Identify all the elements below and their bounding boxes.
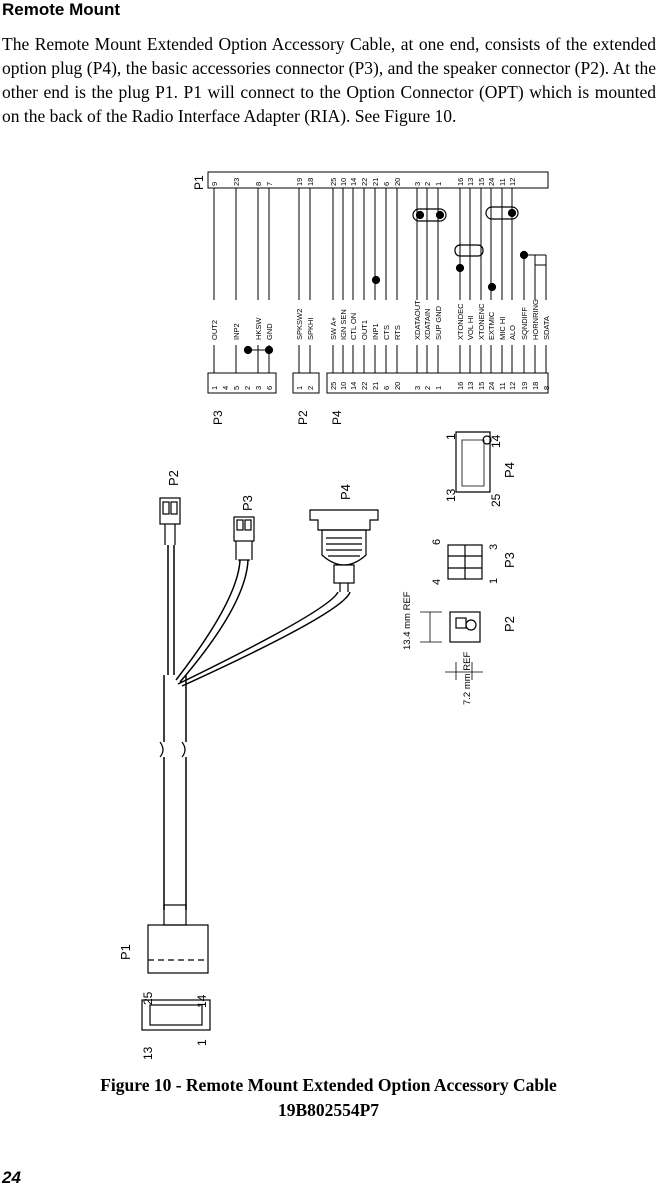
p4-pin-number: 18 bbox=[531, 381, 540, 390]
p4-pin-number: 11 bbox=[498, 382, 507, 390]
p4-face bbox=[456, 432, 490, 492]
p1-pin-number: 11 bbox=[498, 178, 507, 186]
p4-pin-number: 6 bbox=[382, 385, 391, 390]
p4-view-label: P4 bbox=[502, 462, 517, 478]
signal-label: SW A+ bbox=[329, 316, 338, 340]
wiring-p2-label: P2 bbox=[296, 410, 310, 425]
p4-pin-number: 16 bbox=[456, 381, 465, 390]
cable-p3-label: P3 bbox=[240, 495, 255, 511]
p1-pin-number: 23 bbox=[232, 177, 241, 186]
junction-dot bbox=[521, 252, 528, 259]
junction-dot bbox=[373, 277, 380, 284]
signal-label: CTS bbox=[382, 325, 391, 340]
p4-pin-number: 15 bbox=[477, 381, 486, 390]
signal-label: VOL HI bbox=[466, 315, 475, 340]
p3-view-pin1: 1 bbox=[488, 577, 500, 584]
p1-pin-number: 20 bbox=[393, 177, 402, 186]
p2-view-label: P2 bbox=[502, 616, 517, 632]
p2-pin-number: 1 bbox=[295, 385, 304, 390]
p1-pin-number: 16 bbox=[456, 177, 465, 186]
p1-view-pin14: 14 bbox=[195, 994, 209, 1008]
p3-pin-number: 1 bbox=[210, 385, 219, 390]
figure-caption: Figure 10 - Remote Mount Extended Option Accessory Cable bbox=[100, 1075, 557, 1095]
signal-label: INP1 bbox=[371, 323, 380, 340]
cable-p2-label: P2 bbox=[166, 470, 181, 486]
wiring-diagram bbox=[192, 172, 551, 425]
signal-label: SPKHI bbox=[306, 317, 315, 340]
p1-pin-number: 10 bbox=[339, 177, 348, 186]
p1-pin-number: 24 bbox=[487, 177, 496, 186]
p3-view-pin4: 4 bbox=[431, 578, 443, 585]
p4-pin-number: 10 bbox=[339, 381, 348, 390]
signal-label: HORNRING bbox=[531, 299, 540, 340]
figure-part-number: 19B802554P7 bbox=[277, 1100, 380, 1120]
p4-pin-number: 20 bbox=[393, 381, 402, 390]
junction-dot bbox=[266, 347, 273, 354]
signal-label: EXTMIC bbox=[487, 311, 496, 340]
p1-view-pin1: 1 bbox=[195, 1039, 209, 1046]
p3-view-label: P3 bbox=[502, 552, 517, 568]
signal-label: XDATAOUT bbox=[413, 300, 422, 340]
signal-label: GND bbox=[265, 323, 274, 340]
cable-p4-label: P4 bbox=[338, 484, 353, 500]
signal-label: CTL ON bbox=[349, 312, 358, 340]
p4-pin-number: 8 bbox=[542, 385, 551, 390]
junction-dot bbox=[457, 265, 464, 272]
signal-label: OUT1 bbox=[360, 319, 369, 340]
cable-assembly bbox=[118, 470, 378, 973]
signal-label: XTONENC bbox=[477, 303, 486, 340]
signal-label: INP2 bbox=[232, 323, 241, 340]
signal-label: HKSW bbox=[254, 317, 263, 340]
p4-pin-number: 19 bbox=[520, 381, 529, 390]
signal-label: ALO bbox=[508, 324, 517, 340]
p4-pin-number: 2 bbox=[423, 385, 432, 390]
junction-dot bbox=[437, 212, 444, 219]
p4-pin-number: 14 bbox=[349, 381, 358, 390]
p4-plug bbox=[310, 510, 378, 530]
p4-pin-number: 25 bbox=[329, 381, 338, 390]
p1-plug bbox=[148, 925, 208, 973]
signal-label: SDATA bbox=[542, 316, 551, 340]
dim-13-4-mm: 13.4 mm REF bbox=[402, 591, 413, 650]
p4-view-pin25: 25 bbox=[489, 493, 503, 507]
p1-pin-number: 7 bbox=[265, 181, 274, 186]
cable-p1-label: P1 bbox=[118, 944, 133, 960]
p1-pin-number: 14 bbox=[349, 177, 358, 186]
p1-pin-number: 3 bbox=[413, 181, 422, 186]
p3-pin-number: 2 bbox=[243, 385, 252, 390]
p4-pin-number: 13 bbox=[466, 381, 475, 390]
p4-view-pin1: 1 bbox=[444, 433, 458, 440]
p1-pin-number: 25 bbox=[329, 177, 338, 186]
dim-7-2-mm: 7.2 mm REF bbox=[462, 651, 473, 705]
p1-pin-number: 15 bbox=[477, 177, 486, 186]
p1-pin-number: 1 bbox=[434, 181, 443, 186]
junction-dot bbox=[489, 284, 496, 291]
p3-view-pin6: 6 bbox=[431, 538, 443, 545]
junction-dot bbox=[417, 212, 424, 219]
p1-pin-number: 22 bbox=[360, 177, 369, 186]
junction-dot bbox=[245, 347, 252, 354]
body-paragraph: The Remote Mount Extended Option Accessory Cable, at one end, consists of the extended option plug (P4), the basic accessories connector (P3), and the speaker connector (P2). At the other end is the plug P1. P1 will connect to the Option Connector (OPT) which is mounted on the back of the Radio Interface Adapter (RIA). See Figure 10. bbox=[2, 34, 656, 126]
p4-pin-number: 3 bbox=[413, 385, 422, 390]
signal-label: RTS bbox=[393, 325, 402, 340]
p4-pin-number: 21 bbox=[371, 381, 380, 390]
p1-pin-number: 6 bbox=[382, 181, 391, 186]
wiring-p4-label: P4 bbox=[330, 410, 344, 425]
p1-pin-number: 18 bbox=[306, 177, 315, 186]
wire-labels bbox=[210, 178, 551, 390]
signal-label: SPKSW2 bbox=[295, 308, 304, 340]
p4-pin-number: 22 bbox=[360, 381, 369, 390]
page-number: 24 bbox=[2, 1168, 21, 1187]
signal-label: IGN SEN bbox=[339, 309, 348, 340]
p3-pin-number: 5 bbox=[232, 385, 241, 390]
signal-label: XDATAIN bbox=[423, 308, 432, 340]
signal-label: OUT2 bbox=[210, 319, 219, 340]
signal-label: SUP GND bbox=[434, 305, 443, 340]
p1-pin-number: 12 bbox=[508, 177, 517, 186]
wiring-p1-label: P1 bbox=[192, 175, 206, 190]
p3-pin-number: 3 bbox=[254, 385, 263, 390]
p2-pin-number: 2 bbox=[306, 385, 315, 390]
p3-pin-number: 4 bbox=[221, 385, 230, 390]
p1-pin-number: 13 bbox=[466, 177, 475, 186]
p4-pin-number: 24 bbox=[487, 381, 496, 390]
p4-view-pin13: 13 bbox=[444, 488, 458, 502]
p4-view-pin14: 14 bbox=[489, 434, 503, 448]
junction-dot bbox=[509, 210, 516, 217]
p1-pin-number: 19 bbox=[295, 177, 304, 186]
signal-label: MIC HI bbox=[498, 316, 507, 340]
signal-label: SQNDIFF bbox=[520, 307, 529, 340]
signal-label: XTONDEC bbox=[456, 303, 465, 340]
p4-pin-number: 1 bbox=[434, 385, 443, 390]
wiring-p3-label: P3 bbox=[211, 410, 225, 425]
p3-pin-number: 6 bbox=[265, 385, 274, 390]
p1-pin-number: 9 bbox=[210, 181, 219, 186]
connector-views bbox=[141, 432, 517, 1060]
section-title: Remote Mount bbox=[2, 0, 121, 19]
p1-view-pin13: 13 bbox=[141, 1046, 155, 1060]
p1-pin-number: 8 bbox=[254, 181, 263, 186]
p4-pin-number: 12 bbox=[508, 381, 517, 390]
p3-view-pin3: 3 bbox=[488, 543, 500, 550]
shield-loop bbox=[455, 245, 483, 256]
p1-view-pin25: 25 bbox=[141, 991, 155, 1005]
p1-pin-number: 2 bbox=[423, 181, 432, 186]
p1-pin-number: 21 bbox=[371, 177, 380, 186]
